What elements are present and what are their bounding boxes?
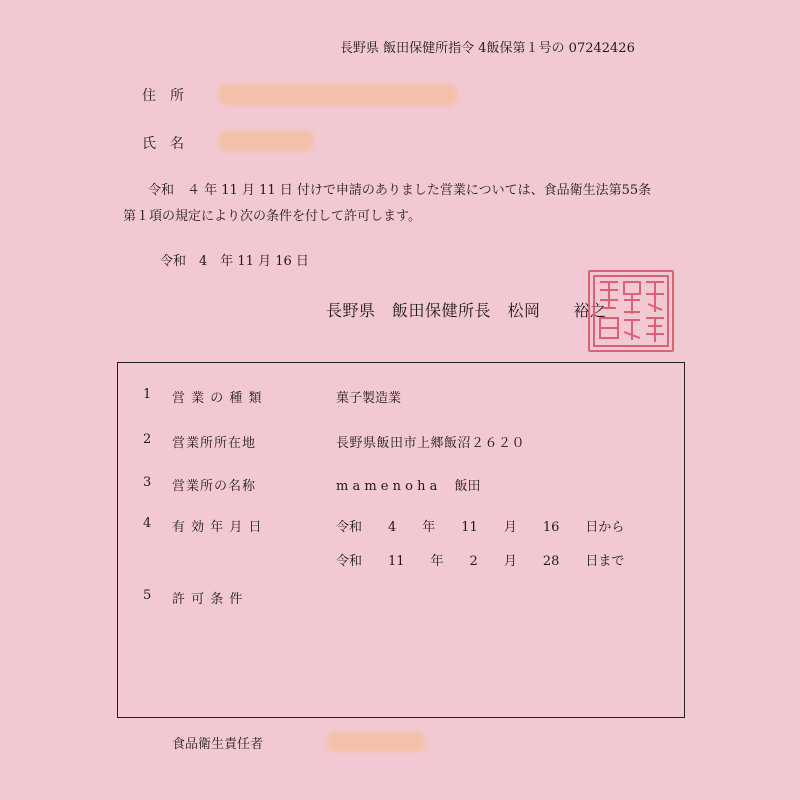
issue-date: 令和 4 年 11 月 16 日 xyxy=(160,254,309,269)
address-label: 住 所 xyxy=(142,88,184,104)
detail-num-3: 3 xyxy=(143,475,152,490)
name-label: 氏 名 xyxy=(142,136,184,152)
detail-label-location: 営業所所在地 xyxy=(172,436,257,451)
permit-details-box xyxy=(117,362,685,718)
permit-number: 長野県 飯田保健所指令 4飯保第１号の 07242426 xyxy=(340,41,635,56)
detail-label-business-type: 営 業 の 種 類 xyxy=(172,391,263,406)
redacted-address xyxy=(218,84,458,106)
detail-num-4: 4 xyxy=(143,516,152,531)
redacted-manager-name xyxy=(326,732,426,752)
redacted-name xyxy=(218,130,314,152)
detail-value-location: 長野県飯田市上郷飯沼２６２０ xyxy=(336,436,526,451)
body-text-line2: 第１項の規定により次の条件を付して許可します。 xyxy=(123,209,421,224)
detail-label-conditions: 許 可 条 件 xyxy=(172,592,244,607)
official-seal xyxy=(588,270,674,352)
detail-label-business-name: 営業所の名称 xyxy=(172,479,257,494)
detail-value-business-type: 菓子製造業 xyxy=(336,391,402,406)
detail-num-2: 2 xyxy=(143,432,152,447)
detail-label-valid-period: 有 効 年 月 日 xyxy=(172,520,263,535)
food-hygiene-manager-label: 食品衛生責任者 xyxy=(172,737,264,752)
detail-value-valid-until: 令和 11 年 2 月 28 日まで xyxy=(336,554,625,569)
detail-num-1: 1 xyxy=(143,387,152,402)
body-text-line1: 令和 ４ 年 11 月 11 日 付けで申請のありました営業については、食品衛生法第55条 xyxy=(148,183,652,198)
detail-num-5: 5 xyxy=(143,588,152,603)
issuer-name: 長野県 飯田保健所長 松岡 裕之 xyxy=(326,301,607,320)
detail-value-business-name: m a m e n o h a 飯田 xyxy=(336,479,481,494)
detail-value-valid-from: 令和 4 年 11 月 16 日から xyxy=(336,520,625,535)
